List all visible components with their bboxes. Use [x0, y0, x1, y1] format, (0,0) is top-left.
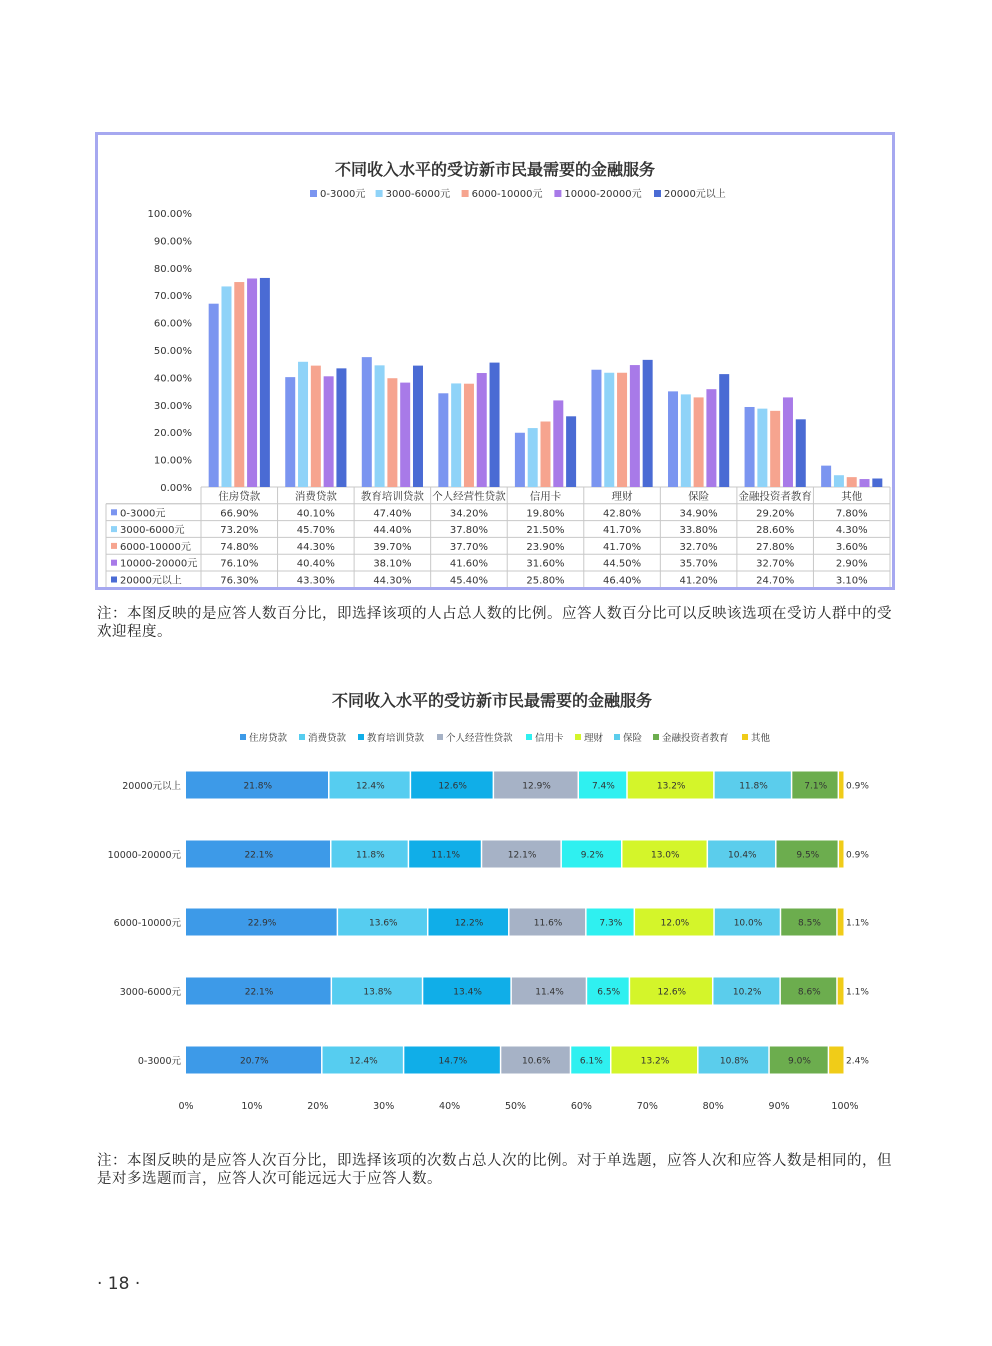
chart1-bar	[591, 370, 601, 487]
chart2-x-tick: 50%	[504, 1101, 527, 1112]
chart1-table-value: 74.80%	[220, 541, 259, 553]
chart1-legend-swatch-0	[310, 190, 317, 197]
chart1-table-value: 44.50%	[602, 558, 642, 570]
chart2-legend-swatch-8	[742, 734, 748, 740]
chart1-bar	[745, 407, 755, 487]
chart1-bar	[221, 286, 231, 487]
chart1-table-series-name: 6000-10000元	[120, 541, 191, 553]
chart1-y-tick: 70.00%	[153, 291, 192, 303]
chart2-data-label: 11.8%	[356, 850, 385, 861]
chart2-legend-label-2: 教育培训贷款	[367, 733, 425, 744]
chart1-bar	[757, 409, 767, 487]
chart2-data-label: 8.6%	[797, 987, 821, 998]
chart1-table-value: 66.90%	[220, 508, 259, 520]
chart1-category-label: 个人经营性贷款	[432, 490, 506, 503]
chart2-legend-swatch-2	[358, 734, 364, 740]
chart1-legend-swatch-3	[554, 190, 561, 197]
chart2-data-label: 21.8%	[243, 781, 273, 792]
chart1-table-series-name: 10000-20000元	[120, 558, 198, 570]
chart1-category-label: 保险	[688, 490, 710, 503]
chart1-bar	[796, 419, 806, 487]
chart2-legend-label-7: 金融投资者教育	[662, 733, 729, 744]
chart1-bar	[490, 363, 500, 487]
chart1-table-value: 33.80%	[679, 525, 718, 537]
chart2-legend-label-5: 理财	[584, 733, 604, 744]
chart1-table-swatch	[111, 543, 117, 549]
chart1-table-value: 25.80%	[526, 575, 565, 587]
chart1-y-tick: 90.00%	[153, 236, 192, 248]
chart1-y-tick: 60.00%	[153, 318, 192, 330]
chart1-table-value: 37.80%	[449, 525, 489, 537]
chart1-bar	[541, 422, 551, 487]
chart1-table-value: 44.30%	[373, 575, 412, 587]
chart1-table-value: 24.70%	[756, 575, 795, 587]
chart2-data-label: 9.0%	[788, 1056, 811, 1067]
chart1-bar	[643, 360, 653, 487]
chart1-table-value: 2.90%	[835, 558, 868, 570]
chart1-table-value: 3.60%	[835, 541, 868, 553]
chart1-bar	[477, 373, 487, 487]
chart1-table-value: 40.10%	[296, 508, 335, 520]
chart2-data-label: 10.2%	[732, 987, 762, 998]
chart2-x-tick: 90%	[768, 1101, 790, 1112]
chart2-data-label: 8.5%	[798, 918, 821, 929]
chart1-table-value: 31.60%	[526, 558, 565, 570]
chart1-table-value: 19.80%	[526, 508, 565, 520]
chart2-data-label: 13.4%	[453, 987, 482, 998]
chart1-bar	[209, 304, 219, 487]
chart2-legend-label-3: 个人经营性贷款	[446, 733, 513, 744]
chart1-table-value: 27.80%	[756, 541, 795, 553]
page-number: · 18 ·	[97, 1274, 141, 1294]
chart1-bar	[413, 366, 423, 487]
chart1-bar	[311, 366, 321, 487]
chart1-legend-swatch-4	[654, 190, 661, 197]
chart1-grouped-bar-chart	[98, 135, 892, 587]
chart1-table-swatch	[111, 509, 117, 515]
chart1-category-label: 金融投资者教育	[738, 490, 812, 503]
chart2-stacked-bar-chart	[0, 680, 992, 1130]
chart1-legend-label-3: 10000-20000元	[564, 189, 642, 200]
chart1-category-label: 理财	[611, 490, 633, 503]
chart1-table-value: 73.20%	[220, 525, 259, 537]
chart1-table-value: 44.30%	[296, 541, 335, 553]
chart1-table-value: 34.20%	[449, 508, 489, 520]
chart1-category-label: 消费贷款	[294, 490, 337, 503]
chart1-table-value: 28.60%	[756, 525, 795, 537]
chart1-legend-label-2: 6000-10000元	[471, 189, 543, 200]
chart1-title: 不同收入水平的受访新市民最需要的金融服务	[334, 160, 656, 179]
chart2-x-tick: 0%	[178, 1101, 194, 1112]
chart1-y-tick: 20.00%	[153, 428, 192, 440]
chart1-legend-label-0: 0-3000元	[320, 189, 366, 200]
chart2-data-label: 0.9%	[846, 781, 869, 792]
chart2-data-label: 6.1%	[579, 1056, 603, 1067]
chart1-table-value: 4.30%	[835, 525, 868, 537]
chart1-table-series-name: 0-3000元	[120, 508, 166, 520]
chart1-table-value: 41.60%	[449, 558, 489, 570]
chart1-legend-swatch-1	[376, 190, 383, 197]
chart2-x-tick: 70%	[636, 1101, 658, 1112]
chart1-bar	[451, 383, 461, 487]
chart2-bar-segment	[839, 772, 843, 799]
chart2-bar-segment	[839, 841, 843, 868]
chart2-data-label: 1.1%	[846, 987, 869, 998]
chart2-data-label: 1.1%	[846, 918, 869, 929]
chart2-legend-swatch-0	[240, 734, 246, 740]
chart1-table-value: 41.20%	[679, 575, 718, 587]
chart1-table-value: 45.70%	[296, 525, 335, 537]
chart2-x-tick: 60%	[570, 1101, 592, 1112]
chart1-table-value: 39.70%	[373, 541, 412, 553]
chart1-y-tick: 30.00%	[153, 400, 192, 412]
chart1-table-value: 23.90%	[526, 541, 565, 553]
chart1-table-value: 7.80%	[835, 508, 868, 520]
chart1-table-swatch	[111, 560, 117, 566]
chart1-table-value: 44.40%	[373, 525, 412, 537]
chart2-data-label: 0.9%	[846, 850, 869, 861]
chart2-bar-segment	[838, 978, 844, 1005]
chart1-table-series-name: 3000-6000元	[120, 525, 185, 537]
chart1-table-value: 46.40%	[602, 575, 642, 587]
chart2-legend-label-0: 住房贷款	[249, 733, 288, 744]
chart1-bar	[400, 383, 410, 487]
chart2-x-tick: 10%	[241, 1101, 263, 1112]
chart1-legend-swatch-2	[462, 190, 469, 197]
chart1-bar	[438, 393, 448, 487]
chart1-y-tick: 0.00%	[160, 483, 192, 494]
chart1-bar	[719, 374, 729, 487]
chart1-bar	[298, 362, 308, 487]
chart2-bar-segment	[838, 909, 844, 936]
chart1-bar	[860, 479, 870, 487]
chart1-bar	[681, 394, 691, 487]
chart1-bar	[234, 282, 244, 487]
chart2-data-label: 13.2%	[640, 1056, 670, 1067]
chart1-y-tick: 80.00%	[153, 263, 192, 275]
chart1-y-tick: 100.00%	[147, 209, 192, 220]
chart1-bar	[464, 384, 474, 487]
chart2-data-label: 10.0%	[733, 918, 763, 929]
chart1-legend-label-1: 3000-6000元	[385, 189, 451, 200]
chart2-category-label: 6000-10000元	[113, 918, 181, 929]
chart2-legend-swatch-3	[437, 734, 443, 740]
chart2-legend-label-8: 其他	[751, 733, 771, 744]
chart2-note: 注：本图反映的是应答人次百分比，即选择该项的次数占总人次的比例。对于单选题，应答人次和应答人数是相同的，但是对多选题而言，应答人次可能远远大于应答人数。	[97, 1153, 892, 1187]
chart2-data-label: 7.1%	[804, 781, 828, 792]
chart2-data-label: 10.4%	[728, 850, 757, 861]
chart1-bar	[617, 373, 627, 487]
chart2-data-label: 10.6%	[521, 1056, 551, 1067]
chart1-bar	[247, 278, 257, 487]
chart2-data-label: 22.9%	[247, 918, 277, 929]
chart1-y-tick: 40.00%	[153, 373, 192, 385]
chart2-data-label: 20.7%	[239, 1056, 269, 1067]
chart2-data-label: 12.6%	[438, 781, 467, 792]
chart2-data-label: 13.6%	[369, 918, 398, 929]
chart1-table-value: 41.70%	[602, 525, 642, 537]
chart2-data-label: 13.2%	[656, 781, 686, 792]
chart1-y-tick: 10.00%	[153, 455, 192, 467]
chart2-bar-segment	[829, 1047, 843, 1074]
chart2-category-label: 3000-6000元	[119, 987, 181, 998]
chart2-data-label: 7.3%	[599, 918, 623, 929]
chart1-bar	[566, 416, 576, 487]
chart2-data-label: 11.6%	[533, 918, 563, 929]
chart1-table-value: 34.90%	[679, 508, 718, 520]
chart1-bar	[783, 397, 793, 487]
chart1-table-value: 76.10%	[220, 558, 259, 570]
chart1-bar	[694, 397, 704, 487]
chart2-x-tick: 30%	[373, 1101, 395, 1112]
chart2-data-label: 9.2%	[580, 850, 604, 861]
chart2-x-tick: 40%	[439, 1101, 461, 1112]
chart1-bar	[375, 365, 385, 487]
chart1-table-value: 29.20%	[756, 508, 795, 520]
chart2-data-label: 12.4%	[356, 781, 385, 792]
chart2-legend-label-1: 消费贷款	[308, 733, 347, 744]
chart1-category-label: 其他	[841, 490, 863, 503]
chart2-legend-swatch-7	[653, 734, 659, 740]
chart1-table-series-name: 20000元以上	[120, 575, 182, 587]
chart2-data-label: 9.5%	[796, 850, 820, 861]
chart2-data-label: 7.4%	[591, 781, 615, 792]
chart2-legend-label-4: 信用卡	[535, 733, 564, 744]
chart2-legend-swatch-5	[575, 734, 581, 740]
chart2-x-tick: 80%	[702, 1101, 724, 1112]
chart1-bar	[821, 466, 831, 487]
chart1-table-value: 37.70%	[449, 541, 489, 553]
chart1-category-label: 住房贷款	[218, 490, 261, 503]
chart1-bar	[336, 368, 346, 487]
chart2-data-label: 11.8%	[739, 781, 768, 792]
chart1-table-value: 41.70%	[602, 541, 642, 553]
chart1-bar	[324, 376, 334, 487]
chart1-bar	[872, 479, 882, 487]
chart2-legend-swatch-4	[526, 734, 532, 740]
chart1-table-value: 32.70%	[756, 558, 795, 570]
chart1-bar	[387, 378, 397, 487]
chart1-table-value: 21.50%	[526, 525, 565, 537]
chart1-bar	[770, 411, 780, 487]
chart1-bar	[260, 278, 270, 487]
chart1-table-value: 32.70%	[679, 541, 718, 553]
chart2-category-label: 10000-20000元	[107, 850, 181, 861]
chart1-table-value: 43.30%	[296, 575, 335, 587]
chart2-data-label: 12.6%	[657, 987, 687, 998]
chart1-bar	[528, 428, 538, 487]
chart2-data-label: 11.1%	[431, 850, 461, 861]
chart1-table-value: 76.30%	[220, 575, 259, 587]
chart1-bar	[706, 389, 716, 487]
chart2-title: 不同收入水平的受访新市民最需要的金融服务	[331, 691, 653, 710]
chart2-data-label: 12.4%	[349, 1056, 378, 1067]
chart1-table-swatch	[111, 577, 117, 583]
chart2-data-label: 22.1%	[244, 987, 274, 998]
chart1-category-label: 信用卡	[529, 490, 562, 503]
chart1-bar	[362, 357, 372, 487]
chart1-table-value: 38.10%	[373, 558, 412, 570]
chart1-bar	[553, 400, 563, 487]
chart1-bar	[668, 391, 678, 487]
chart2-x-tick: 100%	[831, 1101, 859, 1112]
chart2-data-label: 6.5%	[597, 987, 621, 998]
chart1-table-value: 42.80%	[602, 508, 642, 520]
chart1-y-tick: 50.00%	[153, 346, 192, 357]
chart2-data-label: 14.7%	[438, 1056, 468, 1067]
chart2-legend-swatch-6	[614, 734, 620, 740]
chart1-table-value: 3.10%	[835, 575, 868, 587]
chart1-bar	[604, 373, 614, 487]
chart1-table-value: 40.40%	[296, 558, 335, 570]
chart2-data-label: 12.2%	[454, 918, 484, 929]
chart1-bar	[285, 377, 295, 487]
chart2-legend-swatch-1	[299, 734, 305, 740]
chart1-legend-label-4: 20000元以上	[664, 189, 726, 200]
chart1-category-label: 教育培训贷款	[360, 490, 424, 503]
chart2-category-label: 20000元以上	[122, 781, 181, 792]
chart2-data-label: 12.1%	[507, 850, 537, 861]
chart2-data-label: 2.4%	[846, 1056, 869, 1067]
chart1-note: 注：本图反映的是应答人数百分比，即选择该项的人占总人数的比例。应答人数百分比可以反映该选项在受访人群中的受欢迎程度。	[97, 606, 892, 640]
chart2-category-label: 0-3000元	[137, 1056, 181, 1067]
chart2-data-label: 22.1%	[244, 850, 274, 861]
chart1-table-value: 45.40%	[449, 575, 489, 587]
chart2-data-label: 12.0%	[660, 918, 690, 929]
chart1-bar	[847, 477, 857, 487]
chart2-data-label: 10.8%	[719, 1056, 749, 1067]
chart1-bar	[630, 365, 640, 487]
chart1-table-value: 35.70%	[679, 558, 718, 570]
chart1-bar	[515, 433, 525, 487]
chart1-bar	[834, 475, 844, 487]
chart2-data-label: 13.8%	[363, 987, 392, 998]
chart1-frame	[95, 132, 895, 590]
chart2-data-label: 13.0%	[650, 850, 680, 861]
chart1-table-value: 47.40%	[373, 508, 412, 520]
chart1-table-swatch	[111, 526, 117, 532]
chart2-data-label: 12.9%	[522, 781, 551, 792]
chart2-x-tick: 20%	[307, 1101, 329, 1112]
chart2-legend-label-6: 保险	[623, 733, 643, 744]
chart2-data-label: 11.4%	[535, 987, 564, 998]
